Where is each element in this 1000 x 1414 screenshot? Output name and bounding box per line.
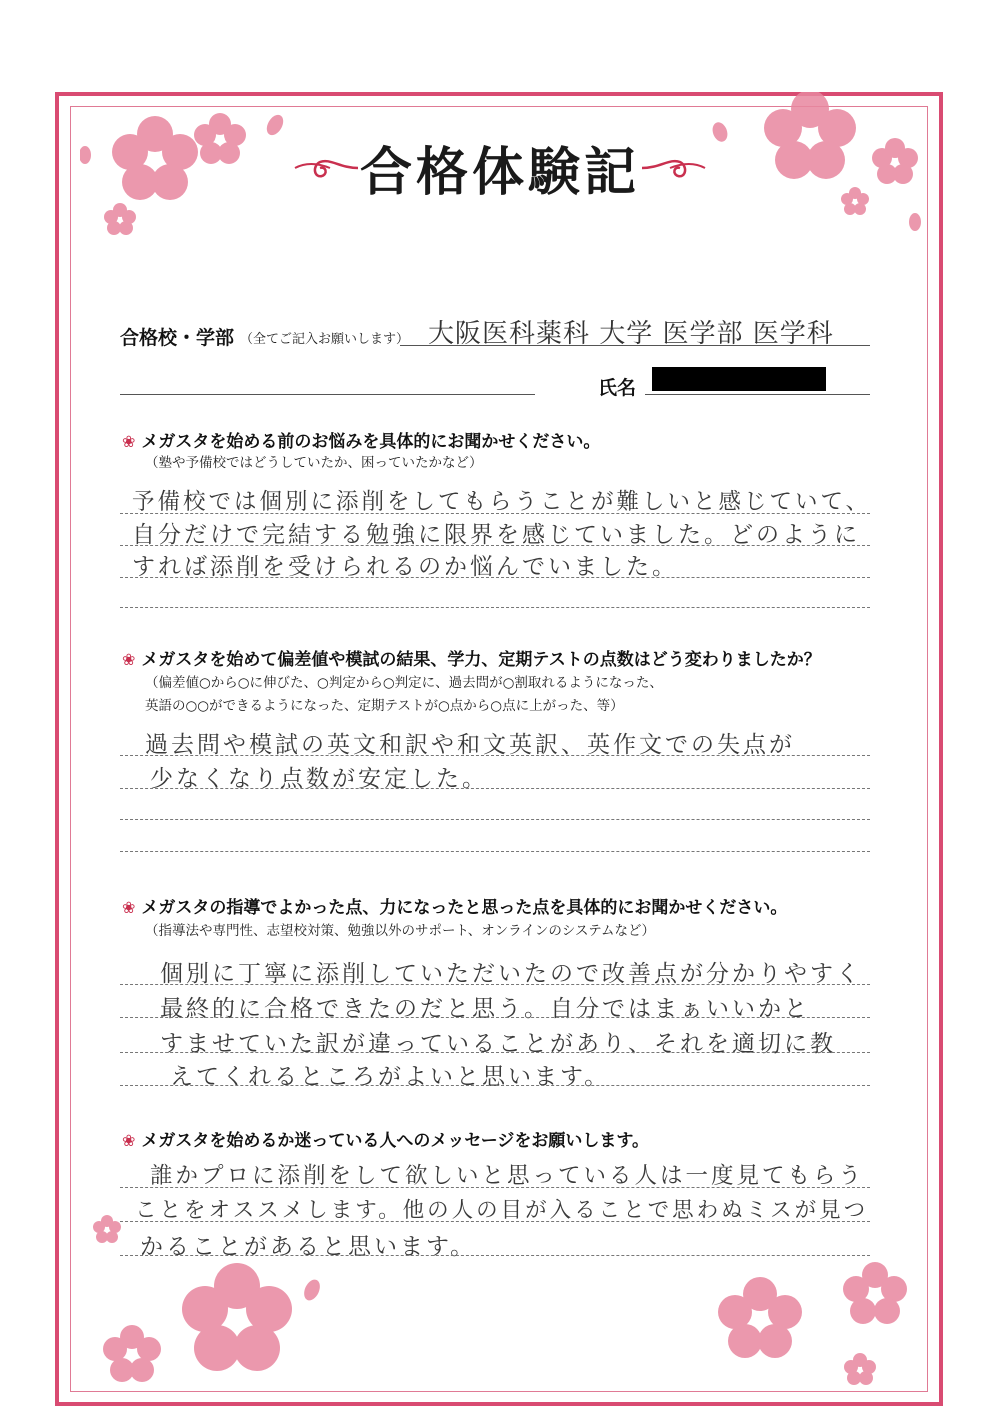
page-title: 合格体験記 xyxy=(359,142,640,203)
school-underline-2 xyxy=(120,394,535,395)
school-underline xyxy=(400,345,870,346)
blossom-icon: ❀ xyxy=(122,898,136,917)
name-underline xyxy=(645,394,870,395)
question-3-title: ❀ メガスタの指導でよかった点、力になったと思った点を具体的にお聞かせください。 xyxy=(122,898,788,918)
question-3-note: （指導法や専門性、志望校対策、勉強以外のサポート、オンラインのシステムなど） xyxy=(145,923,656,939)
blossom-icon: ❀ xyxy=(122,650,136,669)
question-3-answer-line: 個別に丁寧に添削していただいたので改善点が分かりやすく xyxy=(160,961,862,987)
answer-rule xyxy=(120,1085,870,1086)
answer-rule xyxy=(120,513,870,514)
answer-rule xyxy=(120,1187,870,1188)
question-2-answer-line: 少なくなり点数が安定した。 xyxy=(150,766,488,792)
answer-rule xyxy=(120,1052,870,1053)
name-label: 氏名 xyxy=(598,377,637,399)
question-1-title: ❀ メガスタを始める前のお悩みを具体的にお聞かせください。 xyxy=(122,432,601,452)
answer-rule xyxy=(120,788,870,789)
question-1-answer-line: すれば添削を受けられるのか悩んでいました。 xyxy=(132,554,678,580)
answer-rule xyxy=(120,819,870,820)
school-label: 合格校・学部 xyxy=(120,327,235,349)
blossom-icon: ❀ xyxy=(122,432,136,451)
answer-rule xyxy=(120,851,870,852)
question-4-answer-line: ことをオススメします。他の人の目が入ることで思わぬミスが見つ xyxy=(135,1198,869,1223)
question-3-answer-line: えてくれるところがよいと思います。 xyxy=(170,1064,611,1090)
answer-rule xyxy=(120,545,870,546)
question-2-title: ❀ メガスタを始めて偏差値や模試の結果、学力、定期テストの点数はどう変わりましたか？ xyxy=(122,650,821,670)
name-redaction xyxy=(652,367,826,391)
answer-rule xyxy=(120,1221,870,1222)
school-note: （全てご記入お願いします） xyxy=(240,332,410,347)
question-4-answer-line: 誰かプロに添削をして欲しいと思っている人は一度見てもらう xyxy=(150,1163,865,1189)
question-3-answer-line: 最終的に合格できたのだと思う。自分ではまぁいいかと xyxy=(160,996,810,1022)
answer-rule xyxy=(120,577,870,578)
question-4-title: ❀ メガスタを始めるか迷っている人へのメッセージをお願いします。 xyxy=(122,1131,650,1151)
answer-rule xyxy=(120,1017,870,1018)
answer-rule xyxy=(120,984,870,985)
answer-rule xyxy=(120,755,870,756)
question-2-note: （偏差値○から○に伸びた、○判定から○判定に、過去問が○割取れるようになった、 xyxy=(145,675,663,691)
question-4-answer-line: かることがあると思います。 xyxy=(140,1234,477,1260)
question-2-answer-line: 過去問や模試の英文和訳や和文英訳、英作文での失点が xyxy=(145,732,795,758)
school-value: 大阪医科薬科 大学 医学部 医学科 xyxy=(428,319,834,349)
question-1-answer-line: 予備校では個別に添削をしてもらうことが難しいと感じていて、 xyxy=(132,489,872,515)
blossom-icon: ❀ xyxy=(122,1131,136,1150)
question-1-note: （塾や予備校ではどうしていたか、困っていたかなど） xyxy=(145,455,483,471)
title-swirl-right xyxy=(640,148,710,188)
cherry-blossom-decoration-bottom-right xyxy=(700,1250,930,1400)
question-3-answer-line: すませていた訳が違っていることがあり、それを適切に教 xyxy=(160,1031,836,1057)
question-2-note: 英語の○○ができるようになった、定期テストが○点から○点に上がった、等） xyxy=(145,698,624,714)
answer-rule xyxy=(120,607,870,608)
answer-rule xyxy=(120,1255,870,1256)
question-1-answer-line: 自分だけで完結する勉強に限界を感じていました。どのように xyxy=(132,522,860,548)
